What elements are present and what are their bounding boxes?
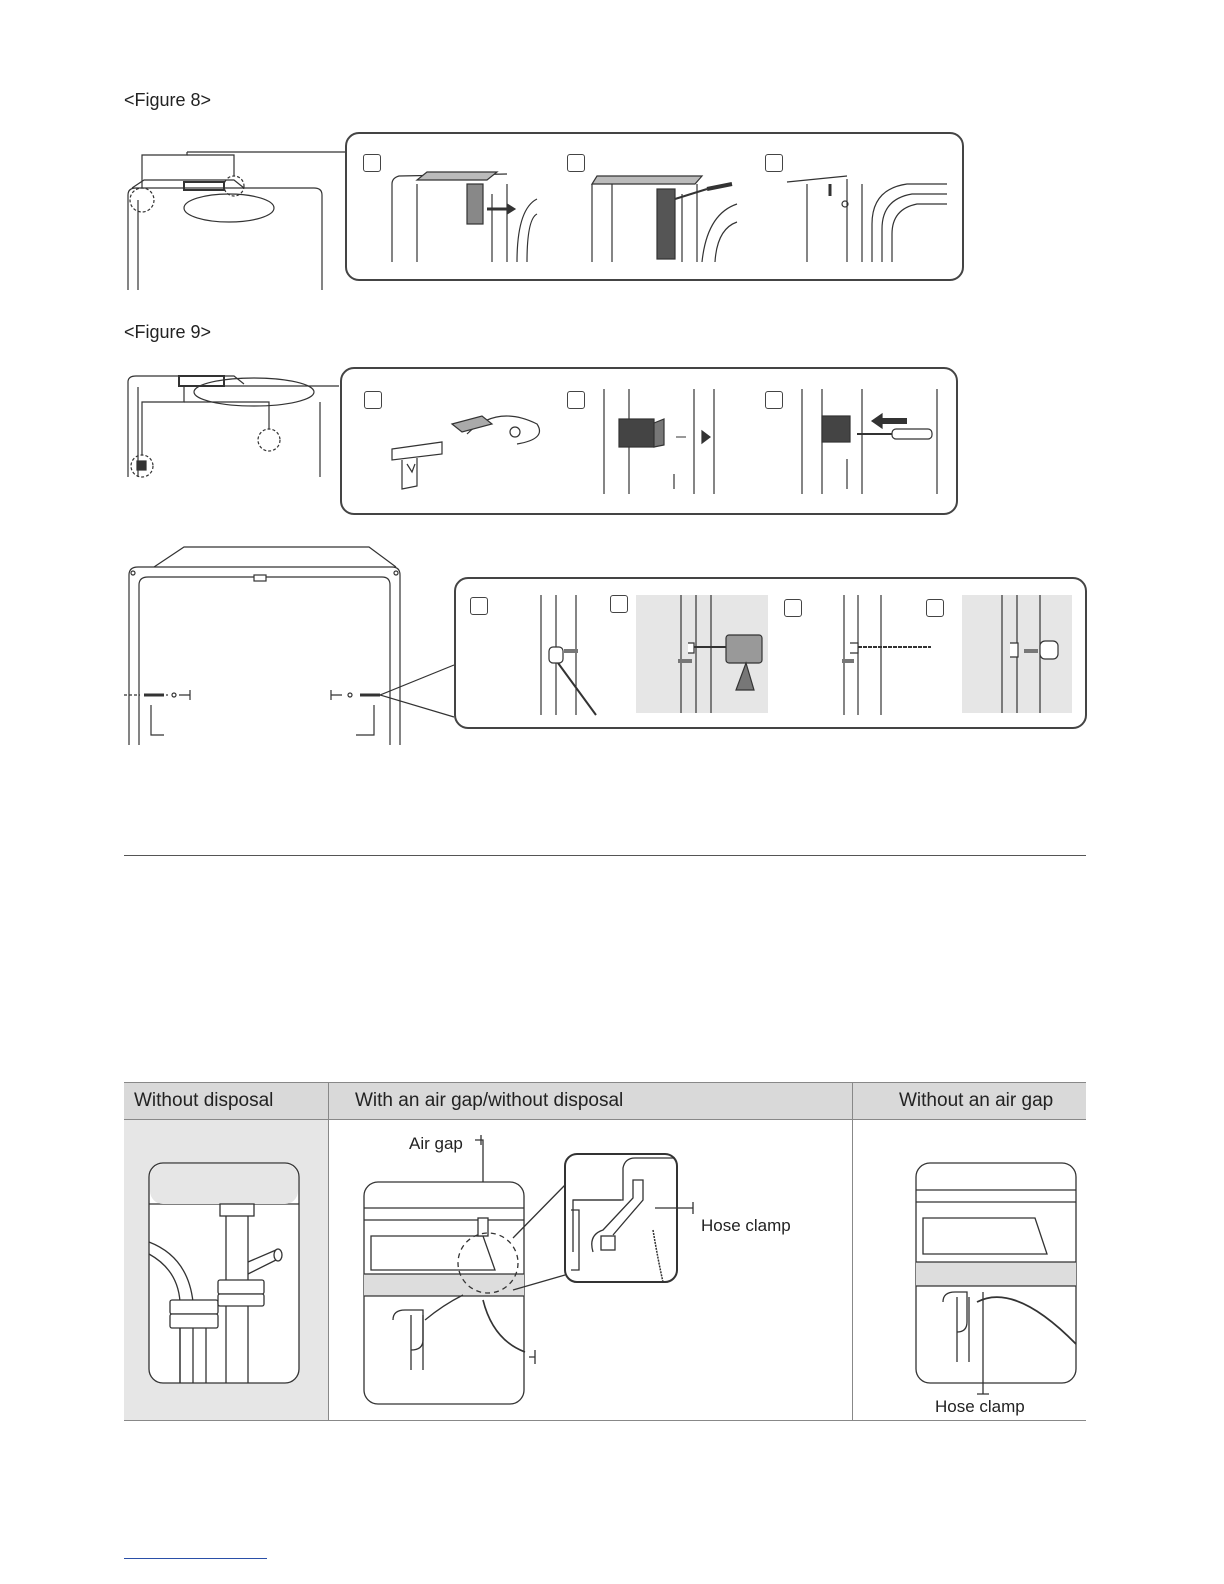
cell-with-air-gap bbox=[329, 1120, 853, 1421]
section-divider bbox=[124, 855, 1086, 856]
figure-8-step-3-illustration bbox=[787, 154, 947, 262]
step-checkbox-10-3[interactable] bbox=[784, 599, 802, 617]
step-checkbox-9-2[interactable] bbox=[567, 391, 585, 409]
front-panel-step-3-illustration bbox=[806, 595, 936, 715]
figure-8-step-panel bbox=[345, 132, 964, 281]
figure-9-step-1-illustration bbox=[387, 394, 547, 494]
figure-9-step-3-illustration bbox=[802, 389, 942, 494]
figure-9-step-panel bbox=[340, 367, 958, 515]
header-with-air-gap: With an air gap/without disposal bbox=[329, 1083, 853, 1120]
front-panel-step-2-illustration bbox=[636, 595, 768, 713]
cell-without-air-gap bbox=[853, 1120, 1087, 1421]
figure-8-step-1-illustration bbox=[387, 154, 537, 262]
drain-connection-table bbox=[124, 1082, 1086, 1421]
step-checkbox-9-3[interactable] bbox=[765, 391, 783, 409]
callout-hose-clamp-right: Hose clamp bbox=[935, 1397, 1025, 1416]
step-checkbox-9-1[interactable] bbox=[364, 391, 382, 409]
cell-without-disposal bbox=[124, 1120, 329, 1421]
figure-9-overview-illustration bbox=[124, 372, 339, 477]
figure-9-step-2-illustration bbox=[604, 389, 739, 494]
step-checkbox-8-3[interactable] bbox=[765, 154, 783, 172]
footer-link-underline bbox=[124, 1558, 267, 1559]
front-panel-step-4-illustration bbox=[962, 595, 1072, 713]
figure-8-label: <Figure 8> bbox=[124, 90, 212, 110]
front-panel-step-1-illustration bbox=[496, 595, 616, 715]
figure-9-label: <Figure 9> bbox=[124, 322, 212, 342]
callout-hose-clamp-inset: Hose clamp bbox=[701, 1216, 791, 1235]
figure-8-overview-illustration bbox=[124, 150, 334, 290]
callout-air-gap: Air gap bbox=[409, 1134, 463, 1153]
with-air-gap-illustration bbox=[363, 1140, 833, 1405]
without-disposal-illustration bbox=[148, 1162, 300, 1384]
header-without-air-gap: Without an air gap bbox=[853, 1083, 1087, 1120]
header-without-disposal: Without disposal bbox=[124, 1083, 329, 1120]
step-checkbox-10-1[interactable] bbox=[470, 597, 488, 615]
step-checkbox-8-2[interactable] bbox=[567, 154, 585, 172]
front-panel-overview-illustration bbox=[124, 545, 459, 745]
step-checkbox-8-1[interactable] bbox=[363, 154, 381, 172]
figure-8-step-2-illustration bbox=[587, 154, 742, 262]
front-panel-step-panel bbox=[454, 577, 1087, 729]
without-air-gap-illustration bbox=[915, 1162, 1077, 1402]
